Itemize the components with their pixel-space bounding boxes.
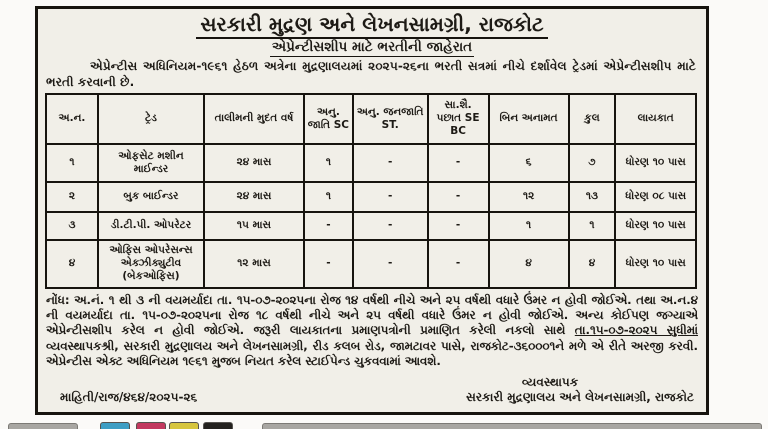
- share-more-icon[interactable]: [203, 422, 233, 429]
- table-cell: ધોરણ ૧૦ પાસ: [615, 240, 696, 288]
- vacancy-table: [45, 93, 697, 289]
- table-row: [46, 182, 696, 212]
- header-qualification: લાયકાત: [615, 94, 696, 144]
- table-cell: -: [353, 240, 428, 288]
- signatory-organization: સરકારી મુદ્રણાલય અને લેખનસામગ્રી, રાજકોટ: [466, 390, 694, 405]
- table-cell: -: [353, 144, 428, 182]
- header-st: અનુ. જનજાતિ ST.: [353, 94, 428, 144]
- table-cell: ૧૩: [569, 182, 616, 212]
- recruitment-notice-document: [35, 6, 709, 415]
- note-paragraph: [46, 293, 698, 370]
- table-cell: ડી.ટી.પી. ઓપરેટર: [98, 212, 204, 240]
- notice-subtitle-text: એપ્રેન્ટીસશીપ માટે ભરતીની જાહેરાત: [271, 39, 473, 55]
- table-cell: ૭: [569, 144, 616, 182]
- header-serial-no: અ.ન.: [46, 94, 98, 144]
- table-cell: -: [428, 182, 489, 212]
- notice-subtitle: [38, 39, 706, 55]
- table-cell: ૨૪ માસ: [204, 182, 304, 212]
- table-cell: -: [428, 212, 489, 240]
- table-row: [46, 240, 696, 288]
- share-email-icon[interactable]: [169, 422, 199, 429]
- table-cell: ઓફસેટ મશીન માઈન્ડર: [98, 144, 204, 182]
- table-row: [46, 212, 696, 240]
- page-title: [38, 12, 706, 36]
- share-pinterest-icon[interactable]: [136, 422, 166, 429]
- table-cell: ૧: [304, 182, 353, 212]
- table-cell: -: [304, 240, 353, 288]
- bottom-gray-bar-right: [262, 423, 762, 429]
- note-text-2: વ્યવસ્થાપકશ્રી, સરકારી મુદ્રણાલય અને લેખનસામગ્રી, રીડ કલબ રોડ, જામટાવર પાસે, રાજકોટ-૩૬૦૦૦૧ને મળે એ રીતે અરજી કરવી. એપ્રેન્ટીસ એક્ટ અધિનિયમ ૧૯૬૧ મુજબ નિયત કરેલ સ્ટાઈપેન્ડ ચુકવવામાં આવશે.: [46, 338, 698, 369]
- table-cell: ૧: [46, 144, 98, 182]
- table-cell: ૪: [489, 240, 569, 288]
- table-cell: ધોરણ ૧૦ પાસ: [615, 212, 696, 240]
- table-cell: -: [353, 212, 428, 240]
- table-cell: ૧૨: [489, 182, 569, 212]
- header-trade: ટ્રેડ: [98, 94, 204, 144]
- header-sc: અનુ. જાતિ SC: [304, 94, 353, 144]
- table-cell: ૧૨ માસ: [204, 240, 304, 288]
- page-title-text: સરકારી મુદ્રણ અને લેખનસામગ્રી, રાજકોટ: [196, 12, 547, 39]
- table-cell: ૧: [569, 212, 616, 240]
- signatory-title: વ્યવસ્થાપક: [521, 375, 579, 390]
- table-cell: ધોરણ ૧૦ પાસ: [615, 144, 696, 182]
- header-training-duration: તાલીમની મુદત વર્ષ: [204, 94, 304, 144]
- table-cell: ૪: [569, 240, 616, 288]
- bottom-page-strip: [0, 421, 768, 429]
- table-cell: ૩: [46, 212, 98, 240]
- footer-signature-area: [38, 373, 706, 407]
- note-text-1: નોંધ: અ.નં. ૧ થી ૩ ની વયમર્યાદા તા. ૧૫-૦૭-૨૦૨૫ના રોજ ૧૪ વર્ષથી નીચે અને ૨૫ વર્ષથી વધારે ઉંમર ન હોવી જોઈએ. તથા અ.ન.૪ ની વયમર્યાદા તા. ૧૫-૦૭-૨૦૨૫ના રોજ ૧૮ વર્ષથી નીચે અને ૨૫ વર્ષથી વધારે ઉંમર ન હોવી જોઈએ. અન્ય કોઈપણ જગ્યાએ એપ્રેન્ટીસશીપ કરેલ ન હોવી જોઈએ. જરૂરી લાયકાતના પ્રમાણપત્રોની પ્રમાણિત કરેલી નકલો સાથે: [46, 292, 698, 338]
- table-cell: ધોરણ ૦૮ પાસ: [615, 182, 696, 212]
- table-cell: ૧: [489, 212, 569, 240]
- header-unreserved: બિન અનામત: [489, 94, 569, 144]
- table-cell: -: [428, 144, 489, 182]
- table-cell: ૬: [489, 144, 569, 182]
- table-row: [46, 144, 696, 182]
- share-twitter-icon[interactable]: [100, 422, 130, 429]
- reference-number: માહિતી/રાજ/૪૬૪/૨૦૨૫-૨૬: [60, 390, 198, 405]
- table-cell: ૧૫ માસ: [204, 212, 304, 240]
- table-cell: ૪: [46, 240, 98, 288]
- note-deadline-underlined: તા.૧૫-૦૭-૨૦૨૫ સુધીમાં: [574, 323, 698, 338]
- header-total: કુલ: [569, 94, 616, 144]
- table-cell: ઓફિસ ઓપરેસન્સ એક્ઝીક્યુટીવ (બેકઓફિસ): [98, 240, 204, 288]
- intro-paragraph: એપ્રેન્ટીસ અધિનિયમ-૧૯૬૧ હેઠળ અત્રેના મુદ્રણાલયમાં ૨૦૨૫-૨૬ના ભરતી સત્રમાં નીચે દર્શાવેલ ટ્રેડમાં એપ્રેન્ટીસશીપ માટે ભરતી કરવાની છે.: [46, 59, 696, 89]
- table-cell: -: [428, 240, 489, 288]
- table-header-row: [46, 94, 696, 144]
- header-sebc: સા.શૈ. પછાત SE BC: [428, 94, 489, 144]
- signatory-block: [466, 375, 694, 405]
- table-cell: ૨: [46, 182, 98, 212]
- table-cell: ૨૪ માસ: [204, 144, 304, 182]
- table-cell: -: [304, 212, 353, 240]
- table-cell: -: [353, 182, 428, 212]
- table-cell: બુક બાઈન્ડર: [98, 182, 204, 212]
- bottom-gray-bar-left: [8, 423, 78, 429]
- table-cell: ૧: [304, 144, 353, 182]
